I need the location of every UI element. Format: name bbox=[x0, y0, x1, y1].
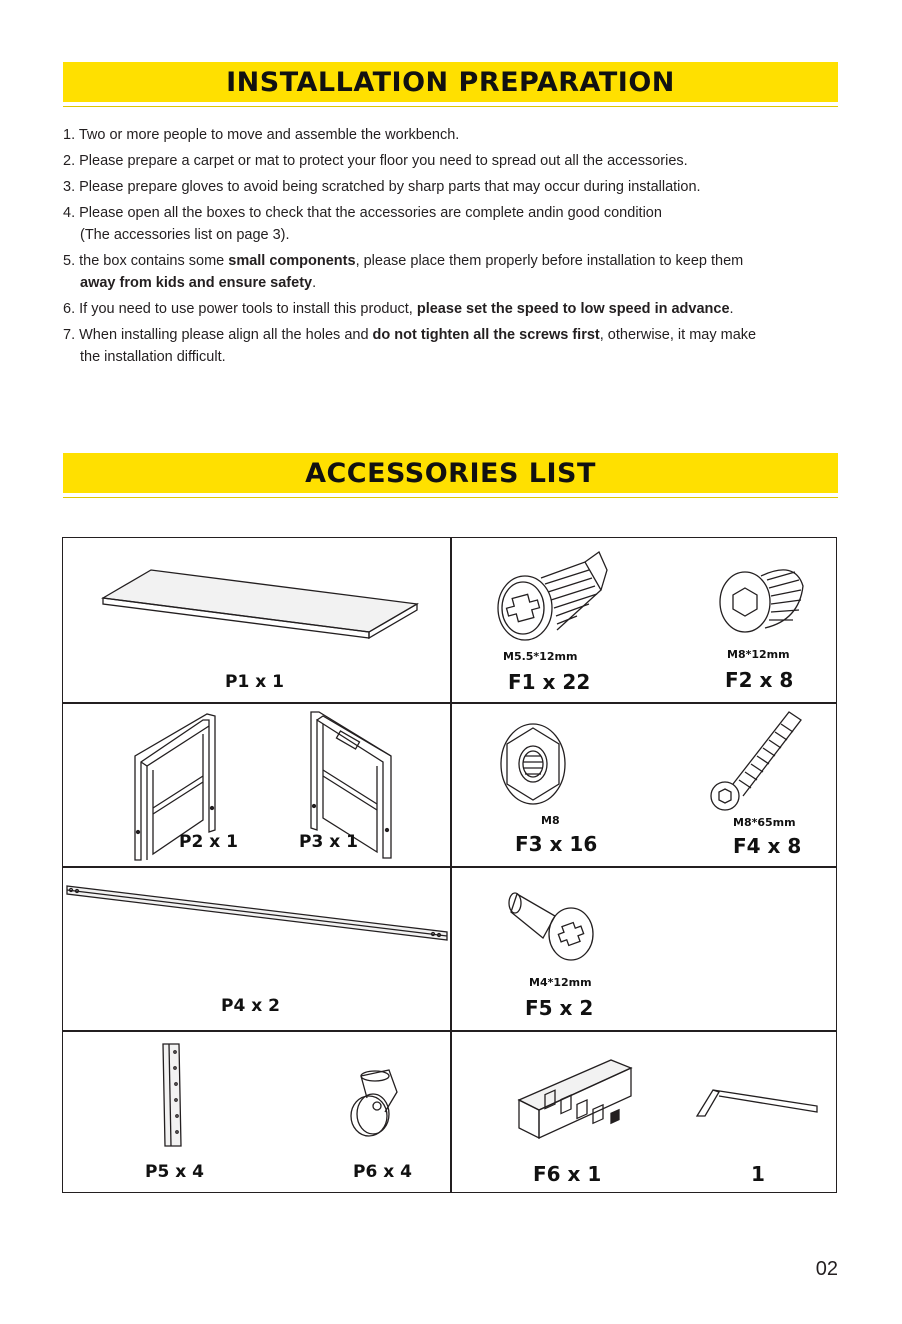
page-number: 02 bbox=[815, 1258, 838, 1280]
flange-nut-icon bbox=[495, 712, 575, 812]
part-p1-label: P1 x 1 bbox=[225, 672, 284, 692]
part-f4-label: F4 x 8 bbox=[733, 834, 802, 858]
item-continuation bbox=[63, 272, 838, 294]
item-text: , otherwise, it may make bbox=[599, 327, 757, 343]
part-f6-label: F6 x 1 bbox=[533, 1162, 602, 1186]
hex-bolt-icon bbox=[715, 550, 815, 640]
part-f2-label: F2 x 8 bbox=[725, 668, 794, 692]
installation-item bbox=[63, 298, 838, 320]
installation-item bbox=[63, 202, 838, 246]
item-text: If you need to use power tools to install this product, bbox=[79, 301, 417, 317]
item-text: , please place them properly before installation to keep them bbox=[355, 253, 744, 269]
part-p3-label: P3 x 1 bbox=[299, 832, 358, 852]
item-emphasis: do not tighten all the screws first bbox=[372, 327, 600, 343]
phillips-screw-icon bbox=[493, 550, 613, 645]
item-continuation bbox=[63, 224, 838, 246]
item-number: 2. bbox=[63, 153, 76, 169]
grid-divider-row-3 bbox=[63, 1030, 836, 1032]
tabletop-panel-icon bbox=[101, 566, 421, 641]
installation-item bbox=[63, 176, 838, 198]
part-p2-label: P2 x 1 bbox=[179, 832, 238, 852]
item-text: . bbox=[312, 275, 317, 291]
item-number: 5. bbox=[63, 253, 76, 269]
part-f3-spec: M8 bbox=[541, 814, 560, 827]
installation-list bbox=[63, 124, 838, 372]
item-text: the box contains some bbox=[79, 253, 229, 269]
item-emphasis: away from kids and ensure safety bbox=[80, 275, 313, 291]
item-text: Please open all the boxes to check that the accessories are complete andin good condition bbox=[79, 205, 662, 221]
item-number: 7. bbox=[63, 327, 76, 343]
item-text: Please prepare a carpet or mat to protect your floor you need to spread out all the accessories. bbox=[79, 153, 688, 169]
item-text: When installing please align all the holes and bbox=[79, 327, 373, 343]
installation-item bbox=[63, 150, 838, 172]
accessories-banner bbox=[63, 453, 838, 493]
part-f1-spec: M5.5*12mm bbox=[503, 650, 578, 663]
installation-title: INSTALLATION PREPARATION bbox=[226, 66, 675, 98]
post-icon bbox=[161, 1042, 185, 1146]
item-number: 6. bbox=[63, 301, 76, 317]
grid-divider-row-1 bbox=[63, 702, 836, 704]
small-screw-icon bbox=[507, 888, 597, 968]
item-number: 1. bbox=[63, 127, 76, 143]
grid-divider-row-2 bbox=[63, 866, 836, 868]
accessories-grid bbox=[62, 537, 837, 1193]
grid-divider-vertical bbox=[450, 538, 452, 1192]
beam-icon bbox=[65, 882, 449, 942]
caster-wheel-icon bbox=[345, 1068, 405, 1138]
part-p4-label: P4 x 2 bbox=[221, 996, 280, 1016]
part-f3-label: F3 x 16 bbox=[515, 832, 598, 856]
installation-banner bbox=[63, 62, 838, 102]
accessories-title: ACCESSORIES LIST bbox=[305, 457, 596, 489]
installation-banner-underline bbox=[63, 106, 838, 107]
item-text: Please prepare gloves to avoid being scratched by sharp parts that may occur during installation. bbox=[79, 179, 701, 195]
accessories-banner-underline bbox=[63, 497, 838, 498]
part-f5-label: F5 x 2 bbox=[525, 996, 594, 1020]
item-number: 3. bbox=[63, 179, 76, 195]
hex-key-label: 1 bbox=[751, 1162, 765, 1186]
installation-item bbox=[63, 324, 838, 368]
item-emphasis: please set the speed to low speed in advance bbox=[416, 301, 730, 317]
part-f4-spec: M8*65mm bbox=[733, 816, 796, 829]
item-text: the installation difficult. bbox=[80, 349, 226, 365]
item-text: Two or more people to move and assemble the workbench. bbox=[78, 127, 460, 143]
part-f1-label: F1 x 22 bbox=[508, 670, 591, 694]
installation-item bbox=[63, 250, 838, 294]
part-p6-label: P6 x 4 bbox=[353, 1162, 412, 1182]
hex-key-icon bbox=[693, 1086, 823, 1126]
item-continuation bbox=[63, 346, 838, 368]
part-f5-spec: M4*12mm bbox=[529, 976, 592, 989]
power-strip-icon bbox=[515, 1054, 645, 1144]
item-text: . bbox=[729, 301, 734, 317]
part-p5-label: P5 x 4 bbox=[145, 1162, 204, 1182]
item-number: 4. bbox=[63, 205, 76, 221]
item-text: (The accessories list on page 3). bbox=[80, 227, 290, 243]
item-emphasis: small components bbox=[228, 253, 356, 269]
part-f2-spec: M8*12mm bbox=[727, 648, 790, 661]
long-bolt-icon bbox=[709, 708, 809, 818]
installation-item bbox=[63, 124, 838, 146]
